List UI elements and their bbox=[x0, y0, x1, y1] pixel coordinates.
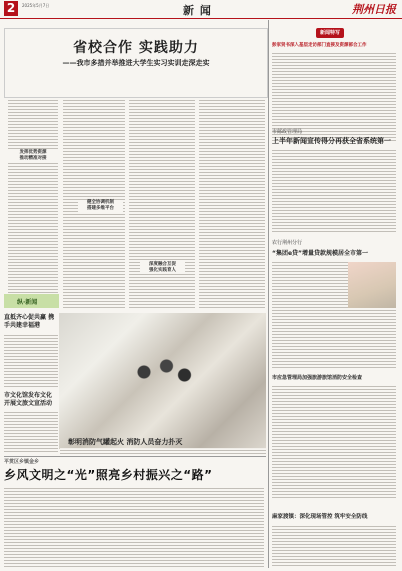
photo-caption: 彰明消防气罐起火 消防人员奋力扑灭 bbox=[68, 438, 183, 446]
right-headline-4: 市应急管理局加强旅游旅馆消防安全检查 bbox=[272, 375, 363, 381]
section-rule bbox=[4, 456, 266, 457]
bottom-headline: 乡风文明之“光”照亮乡村振兴之“路” bbox=[4, 468, 213, 482]
right-tag: 新闻特写 bbox=[316, 28, 344, 38]
lead-headline: 省校合作 实践助力 bbox=[73, 40, 199, 56]
right-headline-1: 彭家贤书深入基层走访部门直接及资源部合工作 bbox=[272, 43, 367, 48]
text-column bbox=[4, 410, 58, 452]
right-category-2: 市邮政管理局 bbox=[272, 129, 303, 135]
lead-box-title: 深度融合互促 强化实践育人 bbox=[140, 262, 185, 274]
column-rule bbox=[268, 20, 269, 568]
right-headline-5: 麻家渡镇：深化现场管控 筑牢安全防线 bbox=[272, 514, 368, 520]
lead-subhead: ——我市多措并举推进大学生实习实训走深走实 bbox=[62, 59, 210, 67]
text-column bbox=[4, 486, 264, 568]
news-tag: 纵·新闻 bbox=[4, 294, 59, 308]
left-headline-2: 市文化馆发布文化 开展文旅文宣活动 bbox=[4, 392, 53, 407]
text-column bbox=[272, 384, 396, 498]
cartoon-image bbox=[348, 262, 396, 308]
section-title: 新 闻 bbox=[183, 4, 212, 17]
text-column bbox=[272, 148, 396, 234]
text-column bbox=[272, 524, 396, 568]
text-column bbox=[129, 98, 195, 310]
right-headline-2: 上半年新闻宣传得分再获全省系统第一 bbox=[272, 137, 391, 145]
page-number: 2 bbox=[4, 1, 18, 16]
right-category-3: 农行荆州分行 bbox=[272, 240, 303, 246]
newspaper-logo: 荆州日报 bbox=[352, 3, 396, 16]
lead-box-title: 发挥优势资源 推动精准对接 bbox=[8, 150, 58, 162]
text-column bbox=[60, 448, 266, 456]
lead-story-header bbox=[4, 28, 268, 98]
lead-box-title: 健全协调机制 搭建多维平台 bbox=[78, 200, 123, 212]
text-column bbox=[199, 98, 265, 310]
right-headline-3: “集团e贷”增量贷款规模居全市第一 bbox=[272, 250, 368, 257]
issue-date: 2025年5月7日 bbox=[22, 3, 50, 8]
news-photo bbox=[59, 313, 266, 449]
bottom-kicker: 平贯区乡镇金乡 bbox=[4, 459, 40, 465]
text-column bbox=[8, 98, 58, 293]
text-column bbox=[4, 333, 58, 388]
masthead-bar bbox=[0, 0, 402, 19]
left-headline-1: 直抵齐心促共赢 携手共建幸福港 bbox=[4, 314, 55, 329]
